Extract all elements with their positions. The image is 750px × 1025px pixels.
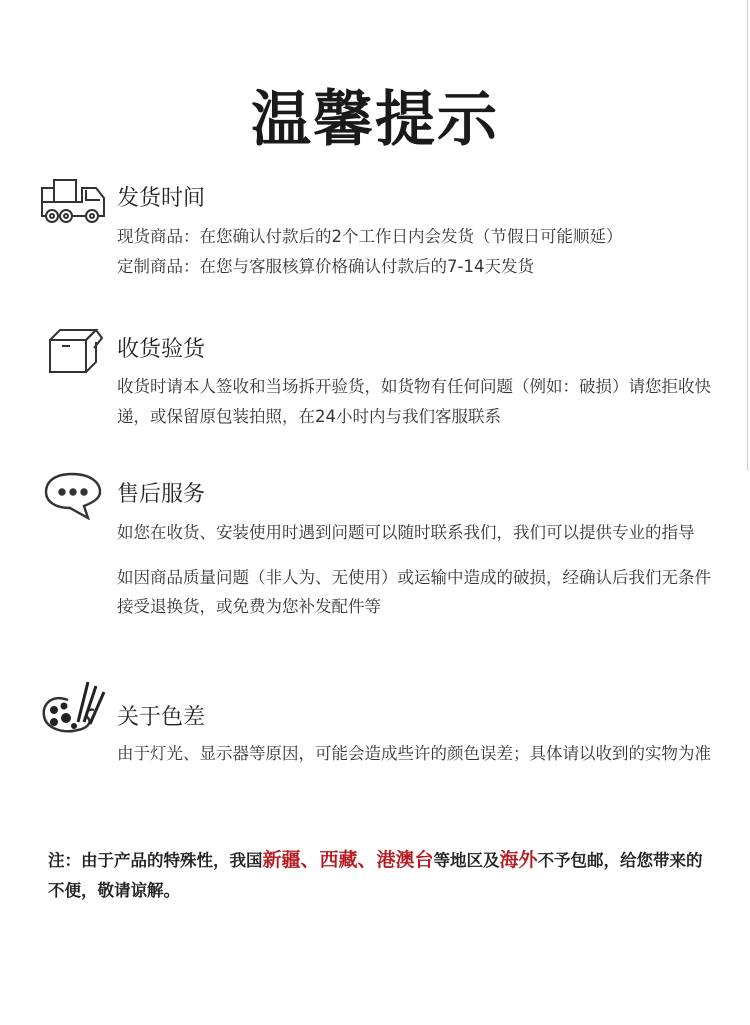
section-body (117, 739, 727, 769)
chat-bubble-icon (38, 470, 108, 520)
paragraph: 如因商品质量问题（非人为、无使用）或运输中造成的破损，经确认后我们无条件接受退换货，或免费为您补发配件等 (117, 567, 711, 616)
section-heading: 收货验货 (117, 337, 206, 362)
page-title: 温馨提示 (251, 85, 499, 155)
note-text: 等地区及 (433, 851, 500, 870)
paragraph: 由于灯光、显示器等原因，可能会造成些许的颜色误差；具体请以收到的实物为准 (117, 744, 711, 763)
note-text: 不予包邮，给您带来的不便，敬请谅解。 (48, 851, 703, 900)
section-body (117, 372, 727, 431)
section-body (117, 222, 727, 281)
section-heading: 发货时间 (117, 186, 206, 211)
section-body (117, 518, 727, 622)
section-heading: 关于色差 (117, 705, 206, 730)
paragraph: 定制商品：在您与客服核算价格确认付款后的7-14天发货 (117, 256, 534, 276)
paragraph: 收货时请本人签收和当场拆开验货，如货物有任何问题（例如：破损）请您拒收快递，或保留原包装拍照，在24小时内与我们客服联系 (117, 377, 711, 426)
palette-icon (38, 678, 108, 738)
note-text: 注：由于产品的特殊性，我国 (48, 851, 263, 870)
shipping-note (48, 846, 718, 905)
section-heading: 售后服务 (117, 482, 206, 507)
truck-icon (38, 176, 108, 226)
divider (747, 0, 748, 470)
note-highlight: 海外 (499, 849, 538, 871)
box-icon (38, 326, 108, 376)
paragraph: 现货商品：在您确认付款后的2个工作日内会发货（节假日可能顺延） (117, 227, 623, 246)
note-highlight: 新疆、西藏、港澳台 (262, 849, 434, 871)
paragraph: 如您在收货、安装使用时遇到问题可以随时联系我们，我们可以提供专业的指导 (117, 523, 695, 542)
